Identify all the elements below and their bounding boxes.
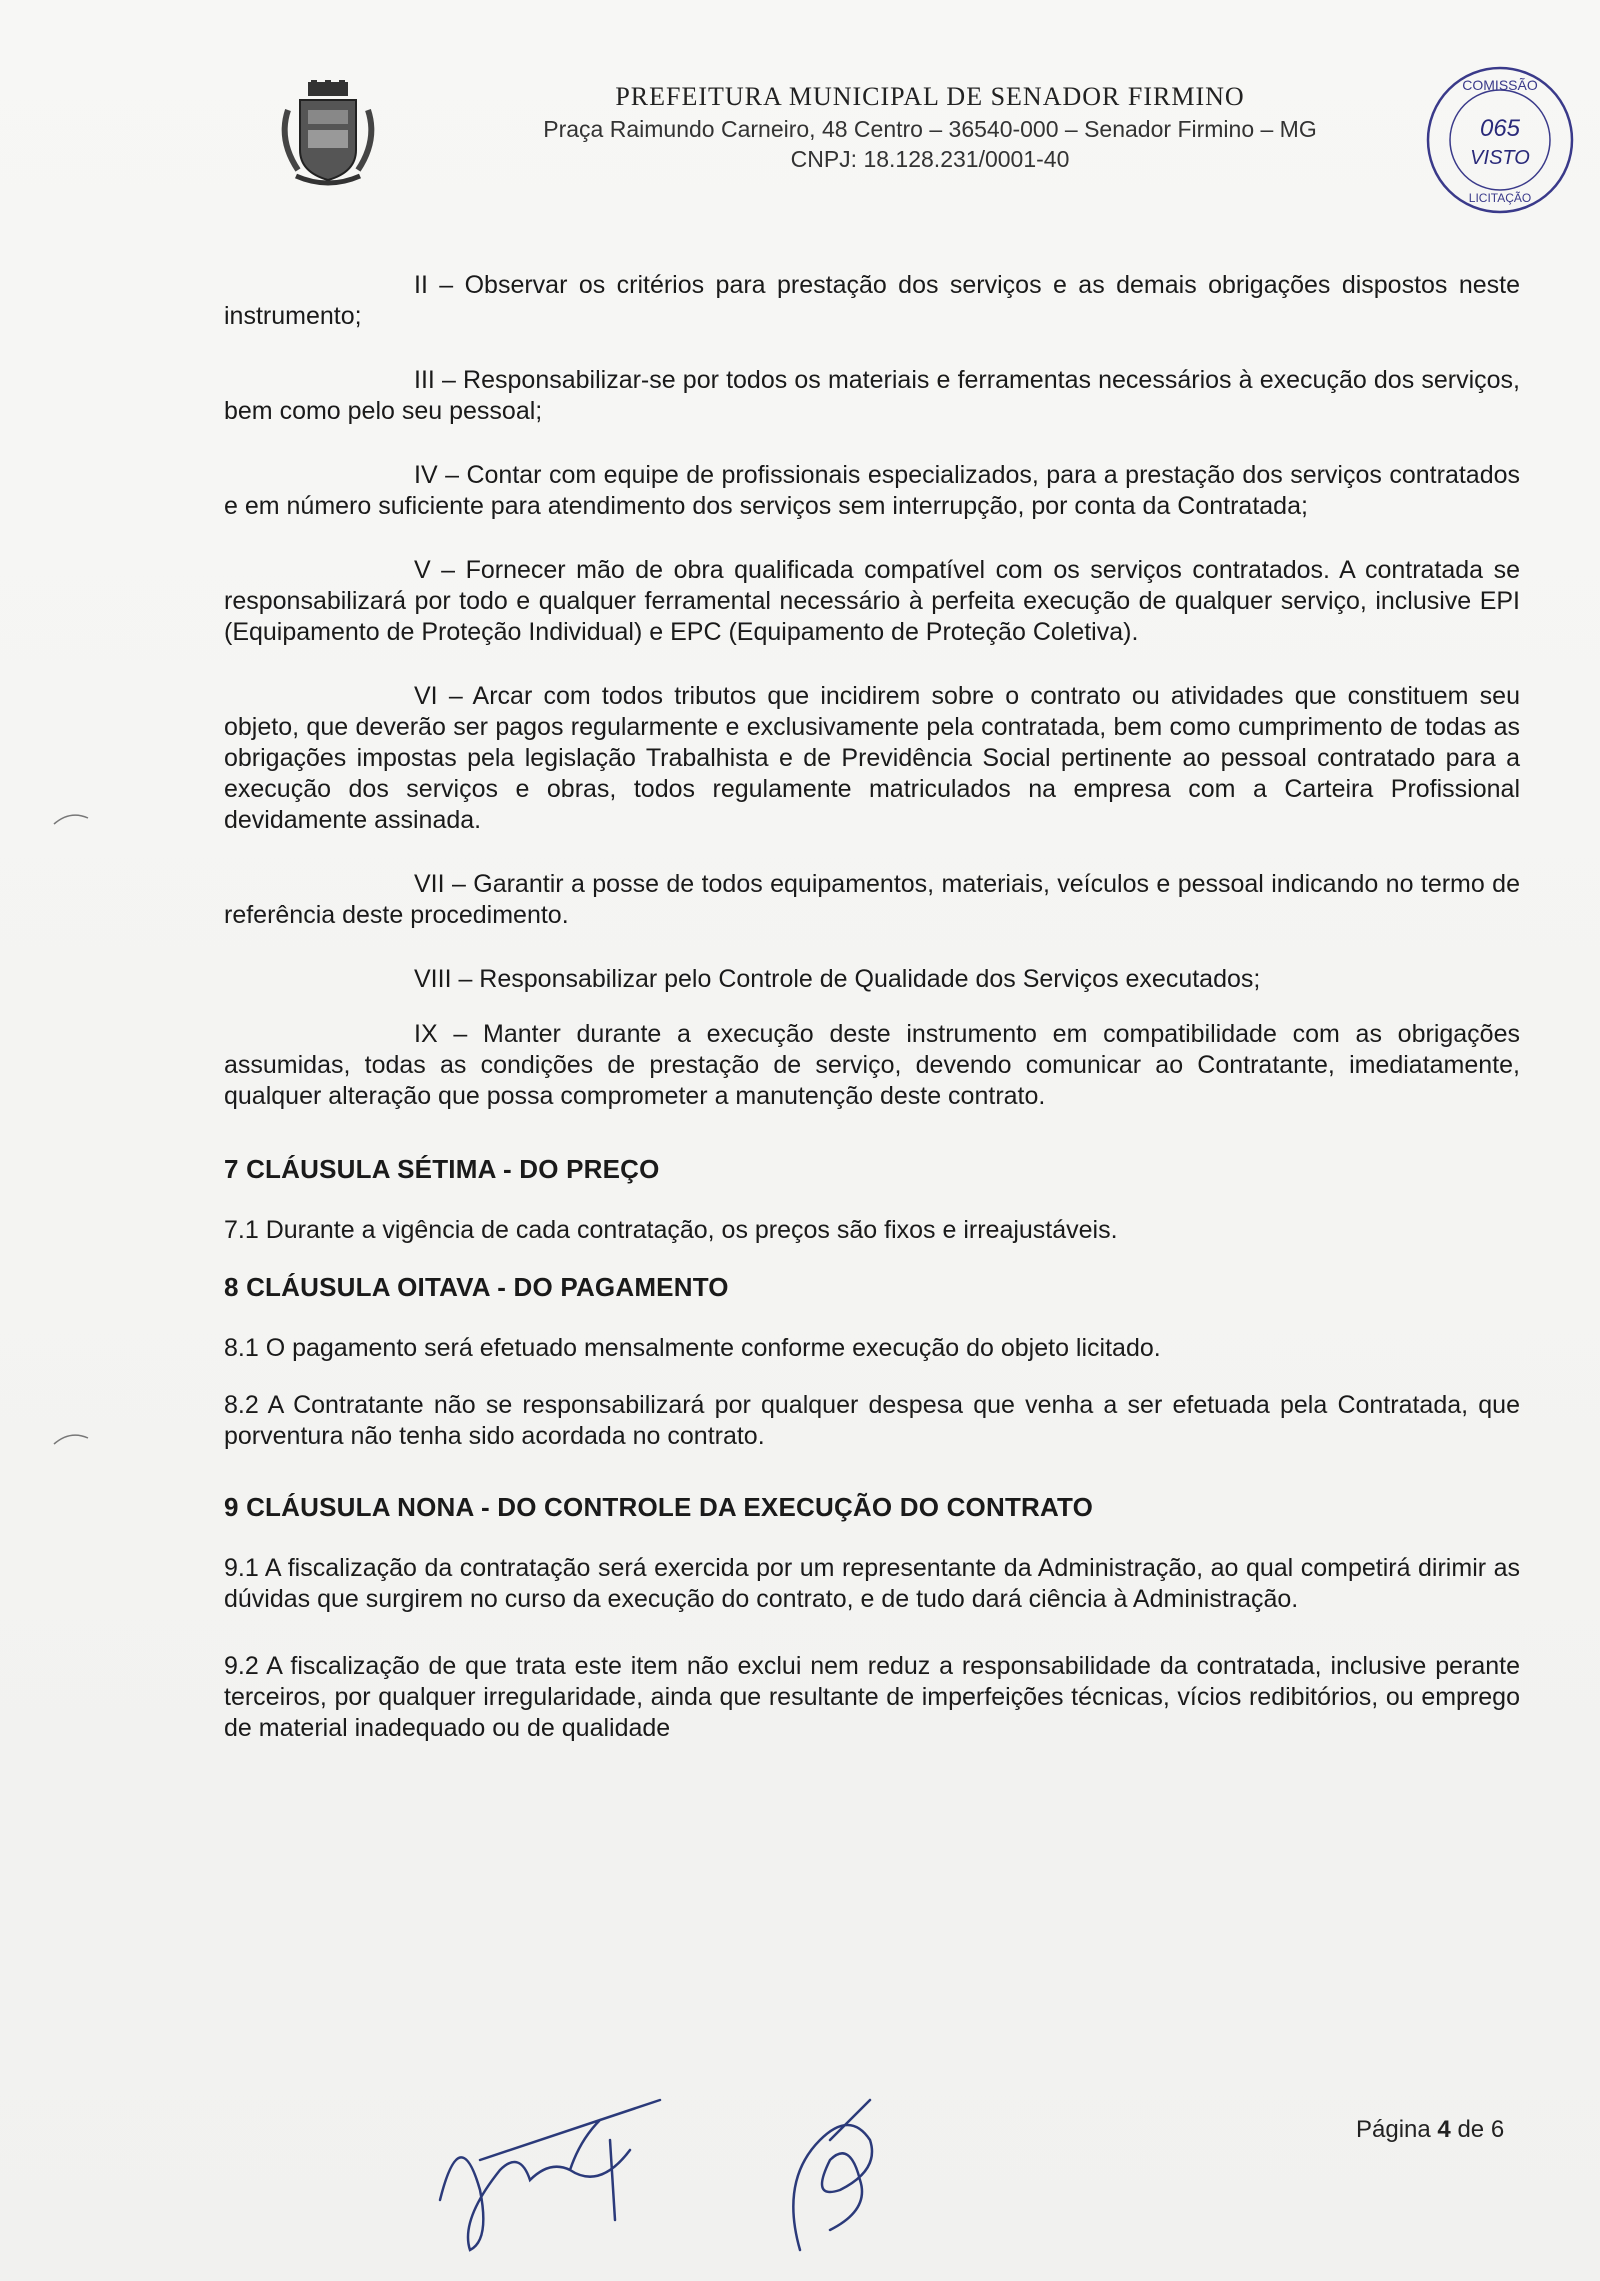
letterhead (0, 70, 1600, 210)
paragraph: V – Fornecer mão de obra qualificada compatível com os serviços contratados. A contratada se responsabilizará por todo e qualquer ferramental necessário à perfeita execução de qualquer serviço, inclusive EPI (Equipamento de Proteção Individual) e EPC (Equipamento de Proteção Coletiva). (224, 556, 1520, 646)
clause-item: 9.2 A fiscalização de que trata este item não exclui nem reduz a responsabilidade da contratada, inclusive perante terceiros, por qualquer irregularidade, ainda que resultante de imperfeições técnicas, vícios redibitórios, ou emprego de material inadequado ou de qualidade (224, 1652, 1520, 1742)
org-cnpj: CNPJ: 18.128.231/0001-40 (790, 146, 1070, 172)
section-heading: 7 CLÁUSULA SÉTIMA - DO PREÇO (224, 1154, 660, 1184)
paragraph: VII – Garantir a posse de todos equipamentos, materiais, veículos e pessoal indicando no termo de referência deste procedimento. (224, 870, 1520, 929)
page-number: Página 4 de 6 (1356, 2116, 1505, 2143)
handwritten-signatures (400, 2080, 960, 2260)
stamp-visto-text: VISTO (1470, 147, 1530, 169)
stamp-number: 065 (1479, 115, 1521, 142)
stamp-bottom-text: LICITAÇÃO (1468, 191, 1532, 205)
paragraph: IX – Manter durante a execução deste instrumento em compatibilidade com as obrigações assumidas, todas as condições de prestação de serviço, devendo comunicar ao Contratante, imediatamente, qualquer alteração que possa comprometer a manutenção deste contrato. (224, 1020, 1520, 1110)
stamp-top-text: COMISSÃO (1462, 77, 1538, 93)
clause-item: 7.1 Durante a vigência de cada contratação, os preços são fixos e irreajustáveis. (224, 1216, 1118, 1244)
paragraph: VI – Arcar com todos tributos que incidirem sobre o contrato ou atividades que constituem seu objeto, que deverão ser pagos regularmente e exclusivamente pela contratada, bem como cumprimento de todas as obrigações impostas pela legislação Trabalhista e de Previdência Social pertinente ao pessoal contratado para a execução dos serviços e obras, todos regulamente matriculados na empresa com a Carteira Profissional devidamente assinada. (224, 682, 1520, 834)
paragraph: IV – Contar com equipe de profissionais especializados, para a prestação dos serviços contratados e em número suficiente para atendimento dos serviços sem interrupção, por conta da Contratada; (224, 461, 1520, 520)
document-body (224, 270, 1520, 1770)
paragraph: III – Responsabilizar-se por todos os materiais e ferramentas necessários à execução dos serviços, bem como pelo seu pessoal; (224, 366, 1520, 425)
commission-stamp (1420, 60, 1580, 220)
clause-item: 8.2 A Contratante não se responsabilizará por qualquer despesa que venha a ser efetuada pela Contratada, que porventura não tenha sido acordada no contrato. (224, 1391, 1520, 1450)
margin-mark (52, 808, 92, 828)
section-heading: 9 CLÁUSULA NONA - DO CONTROLE DA EXECUÇÃO DO CONTRATO (224, 1492, 1094, 1522)
clause-item: 9.1 A fiscalização da contratação será exercida por um representante da Administração, ao qual competirá dirimir as dúvidas que surgirem no curso da execução do contrato, e de tudo dará ciência à Administração. (224, 1554, 1520, 1613)
municipal-crest-icon (278, 80, 378, 190)
org-address: Praça Raimundo Carneiro, 48 Centro – 36540-000 – Senador Firmino – MG (543, 116, 1317, 142)
section-heading: 8 CLÁUSULA OITAVA - DO PAGAMENTO (224, 1272, 729, 1302)
paragraph: VIII – Responsabilizar pelo Controle de Qualidade dos Serviços executados; (414, 965, 1261, 993)
margin-mark (52, 1428, 92, 1448)
paragraph: II – Observar os critérios para prestação dos serviços e as demais obrigações dispostos neste instrumento; (224, 271, 1520, 330)
org-name: PREFEITURA MUNICIPAL DE SENADOR FIRMINO (615, 82, 1245, 111)
clause-item: 8.1 O pagamento será efetuado mensalmente conforme execução do objeto licitado. (224, 1334, 1161, 1362)
